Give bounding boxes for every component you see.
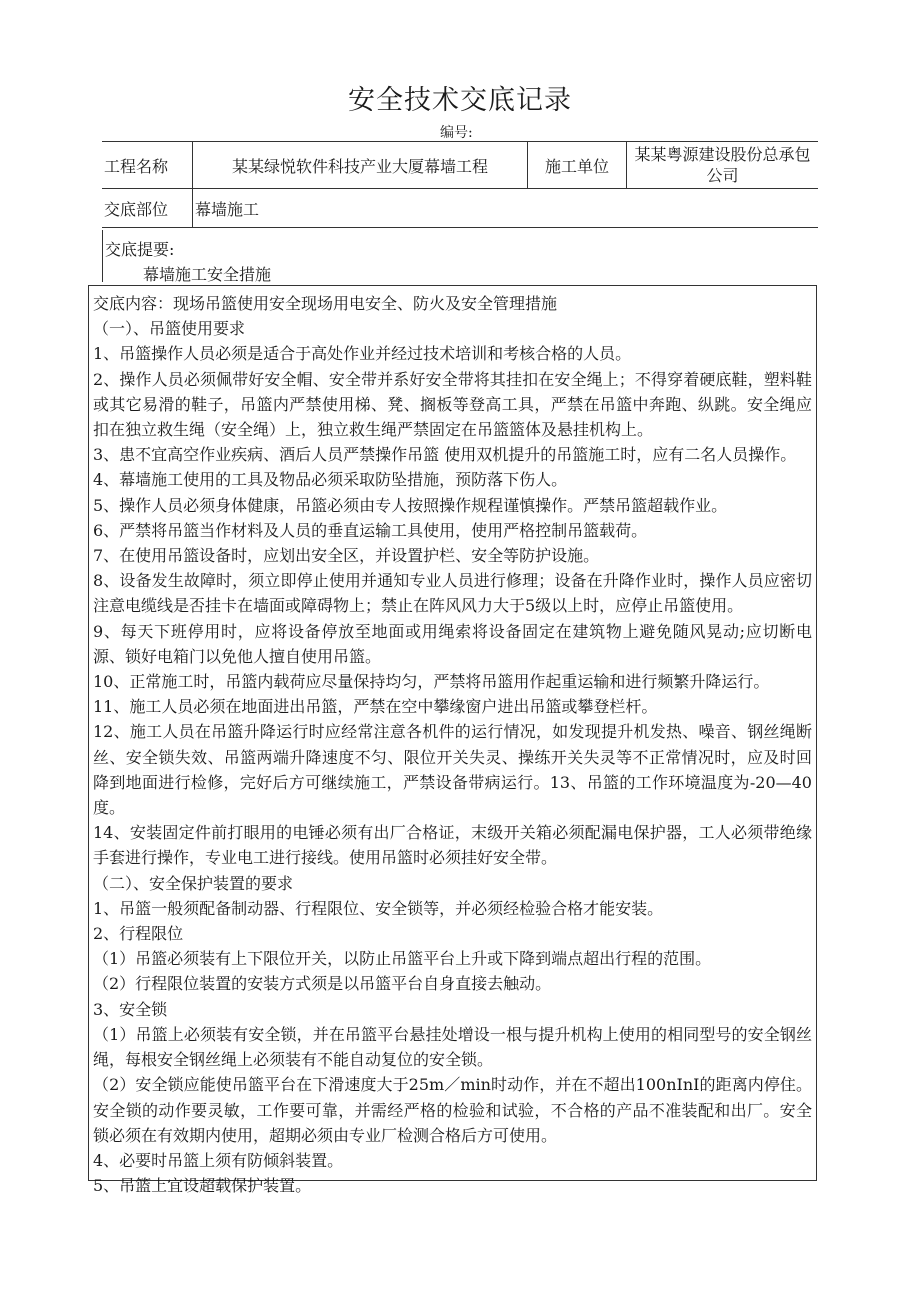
document-title: 安全技术交底记录 <box>348 85 572 116</box>
header-table <box>102 141 818 228</box>
content-section <box>88 285 817 1196</box>
content-line: 1、吊篮一般须配备制动器、行程限位、安全锁等，并必须经检验合格才能安装。 <box>93 898 664 918</box>
summary-label: 交底提要: <box>105 240 175 259</box>
construction-unit-label: 施工单位 <box>528 142 627 189</box>
disclosure-part-value: 幕墙施工 <box>193 189 819 228</box>
content-line: 5、操作人员必须身体健康，吊篮必须由专人按照操作规程谨慎操作。严禁吊篮超载作业。 <box>93 495 728 515</box>
content-line: 8、设备发生故障时，须立即停止使用并通知专业人员进行修理；设备在升降作业时，操作人员应密切注意电缆线是否挂卡在墙面或障碍物上；禁止在阵风风力大于5级以上时，应停止吊篮使用。 <box>93 571 812 616</box>
content-line: 3、患不宜高空作业疾病、酒后人员严禁操作吊篮 使用双机提升的吊篮施工时，应有二名人员操作。 <box>93 445 797 465</box>
construction-unit-value: 某某粤源建设股份总承包公司 <box>627 142 819 189</box>
content-line: 5、吊篮上宜设超载保护装置。 <box>93 1176 312 1196</box>
summary-section <box>102 230 819 282</box>
header-row-project <box>102 142 818 189</box>
content-line: （1）吊篮必须装有上下限位开关，以防止吊篮平台上升或下降到端点超出行程的范围。 <box>93 949 712 969</box>
project-name-label: 工程名称 <box>102 142 193 189</box>
content-line: （二）、安全保护装置的要求 <box>93 873 294 893</box>
content-line: 10、正常施工时，吊篮内载荷应尽量保持均匀，严禁将吊篮用作起重运输和进行频繁升降运行。 <box>93 672 770 692</box>
content-line: 12、施工人员在吊篮升降运行时应经常注意各机件的运行情况，如发现提升机发热、噪音、钢丝绳断丝、安全锁失效、吊篮两端升降速度不匀、限位开关失灵、操练开关失灵等不正常情况时，应及时回降到地面进行检修，完好后方可继续施工，严禁设备带病运行。13、吊篮的工作环境温度为-20—40度。 <box>93 722 812 818</box>
content-line: （2）安全锁应能使吊篮平台在下滑速度大于25m／min时动作，并在不超出100nInI的距离内停住。安全锁的动作要灵敏，工作要可靠，并需经严格的检验和试验，不合格的产品不准装配和出厂。安全锁必须在有效期内使用，超期必须由专业厂检测合格后方可使用。 <box>93 1075 812 1145</box>
content-line: （一）、吊篮使用要求 <box>93 319 246 339</box>
disclosure-part-label: 交底部位 <box>102 189 193 228</box>
content-line: 14、安装固定件前打眼用的电锤必须有出厂合格证，末级开关箱必须配漏电保护器，工人必须带绝缘手套进行操作，专业电工进行接线。使用吊篮时必须挂好安全带。 <box>93 823 812 868</box>
project-name-value: 某某绿悦软件科技产业大厦幕墙工程 <box>193 142 528 189</box>
content-line: （2）行程限位装置的安装方式须是以吊篮平台自身直接去触动。 <box>93 974 552 994</box>
content-line: 6、严禁将吊篮当作材料及人员的垂直运输工具使用，使用严格控制吊篮载荷。 <box>93 520 648 540</box>
content-line: 1、吊篮操作人员必须是适合于高处作业并经过技术培训和考核合格的人员。 <box>93 344 632 364</box>
content-line: 11、施工人员必须在地面进出吊篮，严禁在空中攀缘窗户进出吊篮或攀登栏杆。 <box>93 697 658 717</box>
content-line: 4、幕墙施工使用的工具及物品必须采取防坠措施，预防落下伤人。 <box>93 470 568 490</box>
content-line: 交底内容：现场吊篮使用安全现场用电安全、防火及安全管理措施 <box>93 294 558 313</box>
content-line: 4、必要时吊篮上须有防倾斜装置。 <box>93 1150 344 1170</box>
summary-text: 幕墙施工安全措施 <box>143 265 272 284</box>
header-row-part <box>102 189 818 228</box>
content-line: 3、安全锁 <box>93 999 168 1019</box>
serial-number-label: 编号: <box>440 125 473 141</box>
content-line: 2、操作人员必须佩带好安全帽、安全带并系好安全带将其挂扣在安全绳上；不得穿着硬底鞋，塑料鞋或其它易滑的鞋子，吊篮内严禁使用梯、凳、搁板等登高工具，严禁在吊篮中奔跑、纵跳。安全绳应扣在独立救生绳（安全绳）上，独立救生绳严禁固定在吊篮篮体及悬挂机构上。 <box>93 369 812 440</box>
content-line: （1）吊篮上必须装有安全锁，并在吊篮平台悬挂处增设一根与提升机构上使用的相同型号的安全钢丝绳，每根安全钢丝绳上必须装有不能自动复位的安全锁。 <box>93 1024 812 1070</box>
content-line: 9、每天下班停用时，应将设备停放至地面或用绳索将设备固定在建筑物上避免随风晃动;应切断电源、锁好电箱门以免他人擅自使用吊篮。 <box>93 621 812 666</box>
content-line: 2、行程限位 <box>93 924 184 944</box>
content-line: 7、在使用吊篮设备时，应划出安全区，并设置护栏、安全等防护设施。 <box>93 546 600 566</box>
